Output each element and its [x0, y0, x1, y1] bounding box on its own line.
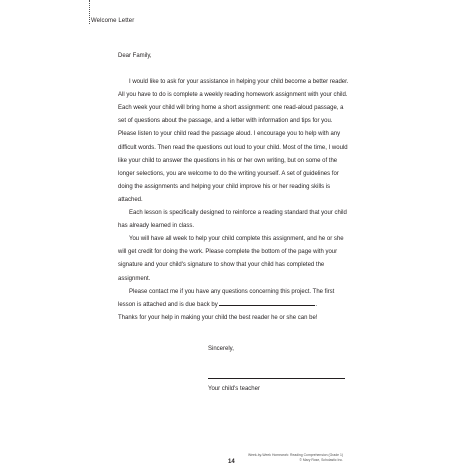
paragraph-contact — [118, 286, 350, 312]
letter-body — [118, 50, 350, 325]
footer-credit-line-1: Week-by-Week Homework: Reading Comprehension (Grade 1) — [247, 453, 343, 457]
section-label: Welcome Letter — [91, 18, 135, 24]
margin-dotted-line — [89, 0, 90, 24]
paragraph-request: I would like to ask for your assistance in helping your child become a better reader. All you have to do is complete a weekly reading homework assignment with your child. Each week your child will bring home a short assignment: one read-aloud passage, a set of questions about the passage, and a letter with information and tips for you. Please listen to your child read the passage aloud. I encourage you to help with any difficult words. Then read the questions out loud to your child. Most of the time, I would like your child to answer the questions in his or her own writing, but on some of the longer selections, you are welcome to do the writing yourself. A set of guidelines for doing the assignments and helping your child improve his or her reading skills is attached. — [118, 79, 349, 203]
signature-label: Your child's teacher — [208, 386, 260, 392]
footer-credit-line-2: © Mary Rose, Scholastic Inc. — [299, 458, 343, 462]
paragraph-thanks: Thanks for your help in making your child the best reader he or she can be! — [118, 314, 318, 321]
contact-end: . — [315, 301, 318, 308]
contact-text: Please contact me if you have any questions concerning this project. The first lesson is attached and is due back by — [118, 288, 335, 308]
page-number: 14 — [228, 459, 235, 465]
footer-credit — [248, 453, 343, 463]
salutation: Dear Family, — [118, 53, 152, 59]
signature-line — [208, 378, 345, 379]
paragraph-completion: You will have all week to help your child complete this assignment, and he or she will get credit for doing the work. Please complete the bottom of the page with your signature and your child's signature to show that your child has completed the assignment. — [118, 236, 344, 282]
paragraph-lesson-purpose: Each lesson is specifically designed to reinforce a reading standard that your child has already learned in class. — [118, 210, 347, 230]
closing: Sincerely, — [208, 346, 234, 352]
due-date-blank — [219, 299, 318, 308]
